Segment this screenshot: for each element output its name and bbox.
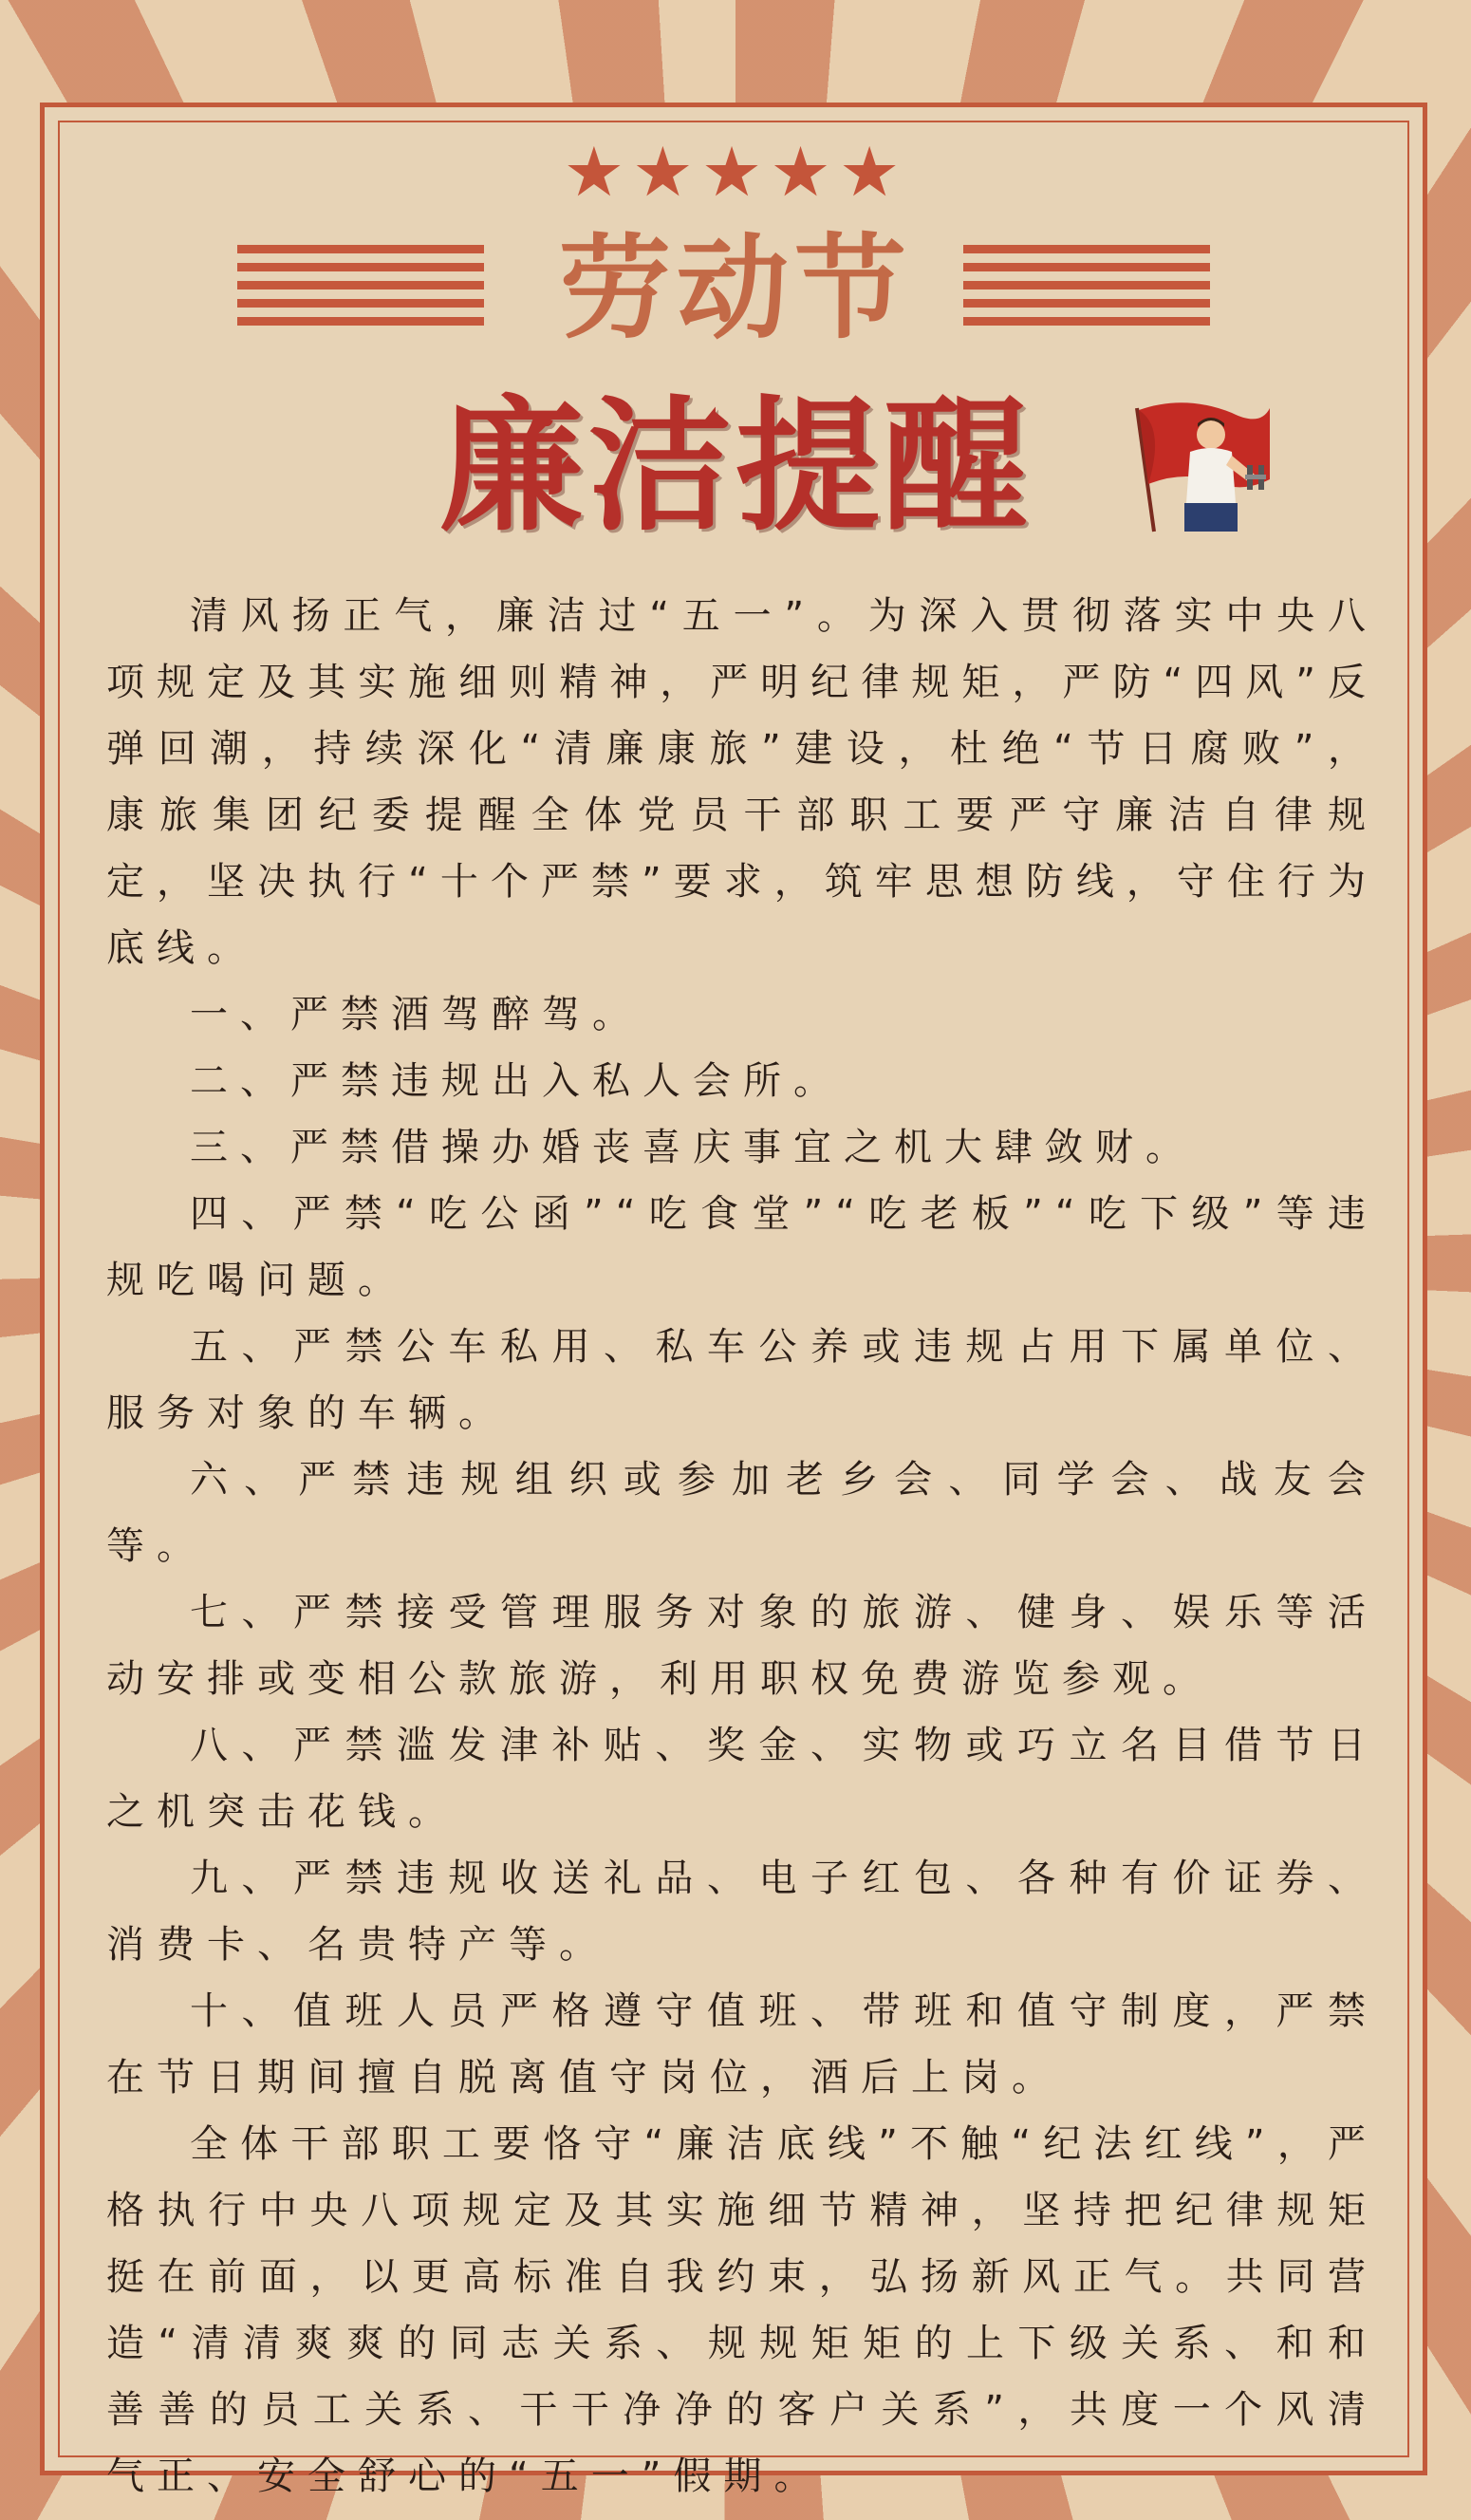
worker-with-red-flag-icon xyxy=(1127,389,1279,541)
rule-4: 四、严禁“吃公函”“吃食堂”“吃老板”“吃下级”等违规吃喝问题。 xyxy=(106,1192,1378,1302)
body-text xyxy=(106,583,1378,2510)
rule-5: 五、严禁公车私用、私车公养或违规占用下属单位、服务对象的车辆。 xyxy=(106,1325,1378,1435)
rule-3: 三、严禁借操办婚丧喜庆事宜之机大肆敛财。 xyxy=(190,1126,1196,1169)
stars-row-icon: ★★★★★ xyxy=(563,132,908,212)
rule-7: 七、严禁接受管理服务对象的旅游、健身、娱乐等活动安排或变相公款旅游，利用职权免费游览参观。 xyxy=(106,1591,1378,1701)
subtitle-labor-day: 劳动节 xyxy=(558,222,912,354)
intro-paragraph: 清风扬正气，廉洁过“五一”。为深入贯彻落实中央八项规定及其实施细则精神，严明纪律规矩，严防“四风”反弹回潮，持续深化“清廉康旅”建设，杜绝“节日腐败”，康旅集团纪委提醒全体党员干部职工要严守廉洁自律规定，坚决执行“十个严禁”要求，筑牢思想防线，守住行为底线。 xyxy=(106,594,1378,970)
rule-2: 二、严禁违规出入私人会所。 xyxy=(190,1059,844,1103)
page-title: 廉洁提醒 xyxy=(439,381,1032,551)
rule-9: 九、严禁违规收送礼品、电子红包、各种有价证券、消费卡、名贵特产等。 xyxy=(106,1857,1378,1967)
rule-8: 八、严禁滥发津补贴、奖金、实物或巧立名目借节日之机突击花钱。 xyxy=(106,1724,1378,1834)
rule-10: 十、值班人员严格遵守值班、带班和值守制度，严禁在节日期间擅自脱离值守岗位，酒后上岗。 xyxy=(106,1989,1378,2100)
rule-1: 一、严禁酒驾醉驾。 xyxy=(190,993,642,1036)
rule-6: 六、严禁违规组织或参加老乡会、同学会、战友会等。 xyxy=(106,1458,1378,1568)
closing-paragraph: 全体干部职工要恪守“廉洁底线”不触“纪法红线”，严格执行中央八项规定及其实施细节精神，坚持把纪律规矩挺在前面，以更高标准自我约束，弘扬新风正气。共同营造“清清爽爽的同志关系、规规矩矩的上下级关系、和和善善的员工关系、干干净净的客户关系”，共度一个风清气正、安全舒心的“五一”假期。 xyxy=(106,2122,1378,2498)
